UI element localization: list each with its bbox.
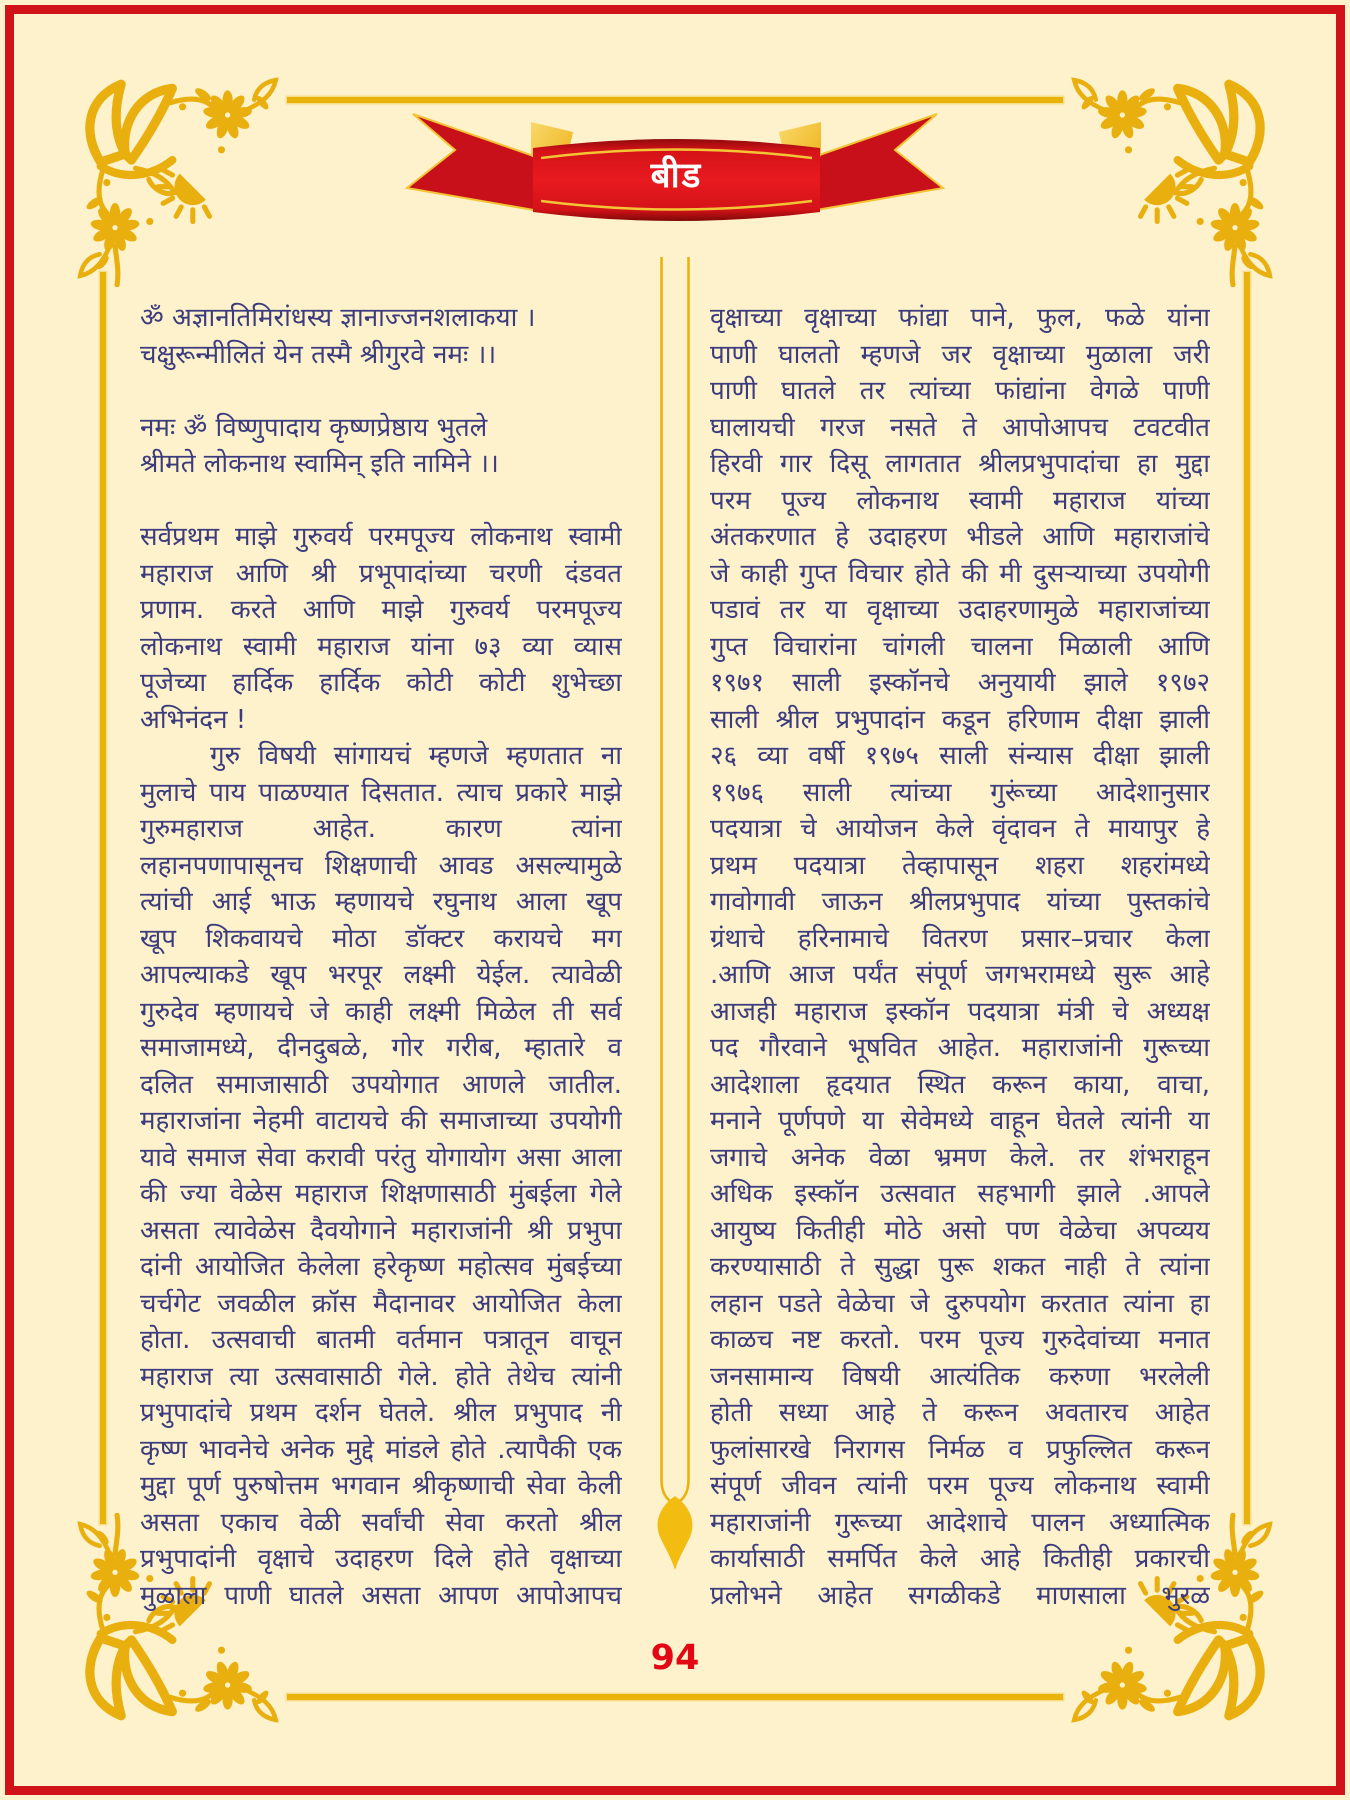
text-line: अधिक इस्कॉन उत्सवात सहभागी झाले .आपले: [710, 1179, 1210, 1209]
text-line: काळच नष्ट करतो. परम पूज्य गुरुदेवांच्या मनात: [710, 1325, 1210, 1355]
page-title: बीड: [650, 156, 703, 196]
text-line: चक्षुरून्मीलितं येन तस्मै श्रीगुरवे नमः ।।: [140, 339, 497, 370]
text-line: जे काही गुप्त विचार होते की मी दुसऱ्याच्या उपयोगी: [710, 558, 1210, 589]
text-line: २६ व्या वर्षी १९७५ साली संन्यास दीक्षा झाली: [710, 741, 1210, 771]
text-line: श्रीमते लोकनाथ स्वामिन् इति नामिने ।।: [140, 449, 499, 479]
text-line: ग्रंथाचे हरिनामाचे वितरण प्रसार–प्रचार केला: [710, 923, 1210, 954]
text-line: गावोगावी जाऊन श्रीलप्रभुपाद यांच्या पुस्तकांचे: [710, 887, 1210, 917]
text-line: पूजेच्या हार्दिक हार्दिक कोटी कोटी शुभेच्छा: [140, 668, 622, 698]
text-line: लहानपणापासूनच शिक्षणाची आवड असल्यामुळे: [140, 850, 622, 881]
text-line: पद गौरवाने भूषवित आहेत. महाराजांनी गुरूच्या: [710, 1033, 1210, 1063]
text-line: प्रभुपादांनी वृक्षाचे उदाहरण दिले होते वृक्षाच्या: [140, 1544, 622, 1574]
right-text-column: [710, 300, 1210, 1614]
text-line: पाणी घालतो म्हणजे जर वृक्षाच्या मुळाला जरी: [710, 339, 1210, 370]
text-line: पडावं तर या वृक्षाच्या उदाहरणामुळे महाराजांच्या: [710, 595, 1210, 625]
text-line: होती सध्या आहे ते करून अवतारच आहेत: [710, 1398, 1210, 1428]
left-text-column: [140, 300, 622, 1614]
text-line: गुरु विषयी सांगायचं म्हणजे म्हणतात ना: [210, 741, 622, 771]
text-line: होता. उत्सवाची बातमी वर्तमान पत्रातून वाचून: [140, 1325, 622, 1355]
text-line: चर्चगेट जवळील क्रॉस मैदानावर आयोजित केला: [140, 1288, 622, 1319]
text-line: मुलाचे पाय पाळण्यात दिसतात. त्याच प्रकारे माझे: [140, 777, 622, 808]
text-line: गुप्त विचारांना चांगली चालना मिळाली आणि: [710, 631, 1210, 662]
text-line: जगाचे अनेक वेळा भ्रमण केले. तर शंभराहून: [710, 1142, 1210, 1173]
text-line: संपूर्ण जीवन त्यांनी परम पूज्य लोकनाथ स्वामी: [710, 1471, 1210, 1501]
column-divider-icon: [640, 250, 710, 1590]
text-line: साली श्रील प्रभुपादांन कडून हरिणाम दीक्षा झाली: [710, 704, 1210, 735]
text-line: महाराज आणि श्री प्रभूपादांच्या चरणी दंडवत: [140, 558, 622, 589]
inner-border-bottom: [287, 1694, 1063, 1700]
text-line: कृष्ण भावनेचे अनेक मुद्दे मांडले होते .त्यापैकी एक: [140, 1434, 622, 1465]
inner-border-left: [100, 272, 106, 1524]
text-line: अभिनंदन !: [140, 704, 247, 735]
page-number: 94: [650, 1638, 700, 1678]
text-line: नमः ॐ विष्णुपादाय कृष्णप्रेष्ठाय भुतले: [140, 412, 488, 443]
text-line: असता एकाच वेळी सर्वांची सेवा करतो श्रील: [140, 1507, 622, 1538]
text-line: महाराजांनी गुरूच्या आदेशाचे पालन अध्यात्मिक: [710, 1507, 1210, 1538]
text-line: गुरुमहाराज आहेत. कारण त्यांना: [140, 814, 622, 844]
text-line: १९७१ साली इस्कॉनचे अनुयायी झाले १९७२: [710, 668, 1210, 698]
text-line: आदेशाला हृदयात स्थित करून काया, वाचा,: [710, 1069, 1210, 1100]
corner-ornament-top-right-icon: [1063, 72, 1278, 287]
text-line: ॐ अज्ञानतिमिरांधस्य ज्ञानाज्जनशलाकया ।: [140, 303, 536, 333]
text-line: .आणि आज पर्यंत संपूर्ण जगभरामध्ये सुरू आहे: [710, 960, 1210, 990]
text-line: वृक्षाच्या वृक्षाच्या फांद्या पाने, फुल, फळे यांना: [710, 303, 1210, 333]
text-line: आजही महाराज इस्कॉन पदयात्रा मंत्री चे अध्यक्ष: [710, 996, 1210, 1027]
text-line: परम पूज्य लोकनाथ स्वामी महाराज यांच्या: [710, 485, 1210, 516]
text-line: प्रलोभने आहेत सगळीकडे माणसाला भुरळ: [710, 1580, 1210, 1611]
text-line: महाराज त्या उत्सवासाठी गेले. होते तेथेच त्यांनी: [140, 1361, 622, 1392]
text-line: लोकनाथ स्वामी महाराज यांना ७३ व्या व्यास: [140, 631, 622, 662]
inner-border-right: [1244, 272, 1250, 1524]
text-line: हिरवी गार दिसू लागतात श्रीलप्रभुपादांचा हा मुद्दा: [710, 449, 1210, 479]
text-line: सर्वप्रथम माझे गुरुवर्य परमपूज्य लोकनाथ स्वामी: [140, 522, 622, 552]
text-line: आयुष्य कितीही मोठे असो पण वेळेचा अपव्यय: [710, 1215, 1210, 1246]
text-line: लहान पडते वेळेचा जे दुरुपयोग करतात त्यांना हा: [710, 1288, 1210, 1319]
text-line: पाणी घातले तर त्यांच्या फांद्यांना वेगळे पाणी: [710, 376, 1210, 406]
text-line: अंतकरणात हे उदाहरण भीडले आणि महाराजांचे: [710, 522, 1210, 552]
text-line: १९७६ साली त्यांच्या गुरूंच्या आदेशानुसार: [710, 777, 1210, 808]
text-line: यावे समाज सेवा करावी परंतु योगायोग असा आला: [140, 1142, 622, 1173]
text-line: मुळाला पाणी घातले असता आपण आपोआपच: [140, 1580, 622, 1611]
text-line: आपल्याकडे खूप भरपूर लक्ष्मी येईल. त्यावेळी: [140, 960, 622, 990]
text-line: पदयात्रा चे आयोजन केले वृंदावन ते मायापुर हे: [710, 814, 1210, 844]
text-line: मुद्दा पूर्ण पुरुषोत्तम भगवान श्रीकृष्णाची सेवा केली: [140, 1471, 622, 1501]
text-line: प्रभुपादांचे प्रथम दर्शन घेतले. श्रील प्रभुपाद नी: [140, 1398, 622, 1428]
text-line: की ज्या वेळेस महाराज शिक्षणासाठी मुंबईला गेले: [140, 1179, 622, 1209]
text-line: दांनी आयोजित केलेला हरेकृष्ण महोत्सव मुंबईच्या: [140, 1252, 622, 1282]
text-line: घालायची गरज नसते ते आपोआपच टवटवीत: [710, 412, 1210, 443]
text-line: करण्यासाठी ते सुद्धा पुरू शकत नाही ते त्यांना: [710, 1252, 1210, 1282]
text-line: त्यांची आई भाऊ म्हणायचे रघुनाथ आला खूप: [140, 887, 622, 917]
text-line: प्रणाम. करते आणि माझे गुरुवर्य परमपूज्य: [140, 595, 622, 625]
text-line: दलित समाजासाठी उपयोगात आणले जातील.: [140, 1069, 622, 1100]
corner-ornament-top-left-icon: [72, 72, 287, 287]
text-line: महाराजांना नेहमी वाटायचे की समाजाच्या उपयोगी: [140, 1106, 622, 1136]
text-line: खूप शिकवायचे मोठा डॉक्टर करायचे मग: [140, 923, 622, 954]
text-line: फुलांसारखे निरागस निर्मळ व प्रफुल्लित करून: [710, 1434, 1210, 1465]
text-line: समाजामध्ये, दीनदुबळे, गोर गरीब, म्हातारे व: [140, 1033, 622, 1063]
text-line: जनसामान्य विषयी आत्यंतिक करुणा भरलेली: [710, 1361, 1210, 1392]
text-line: प्रथम पदयात्रा तेव्हापासून शहरा शहरांमध्ये: [710, 850, 1210, 881]
text-line: असता त्यावेळेस दैवयोगाने महाराजांनी श्री प्रभुपा: [140, 1215, 622, 1246]
text-line: [140, 483, 622, 520]
text-line: [140, 373, 622, 410]
text-line: मनाने पूर्णपणे या सेवेमध्ये वाहून घेतले त्यांनी या: [710, 1106, 1210, 1136]
text-line: गुरुदेव म्हणायचे जे काही लक्ष्मी मिळेल ती सर्व: [140, 996, 622, 1027]
text-line: कार्यासाठी समर्पित केले आहे कितीही प्रकारची: [710, 1544, 1210, 1574]
